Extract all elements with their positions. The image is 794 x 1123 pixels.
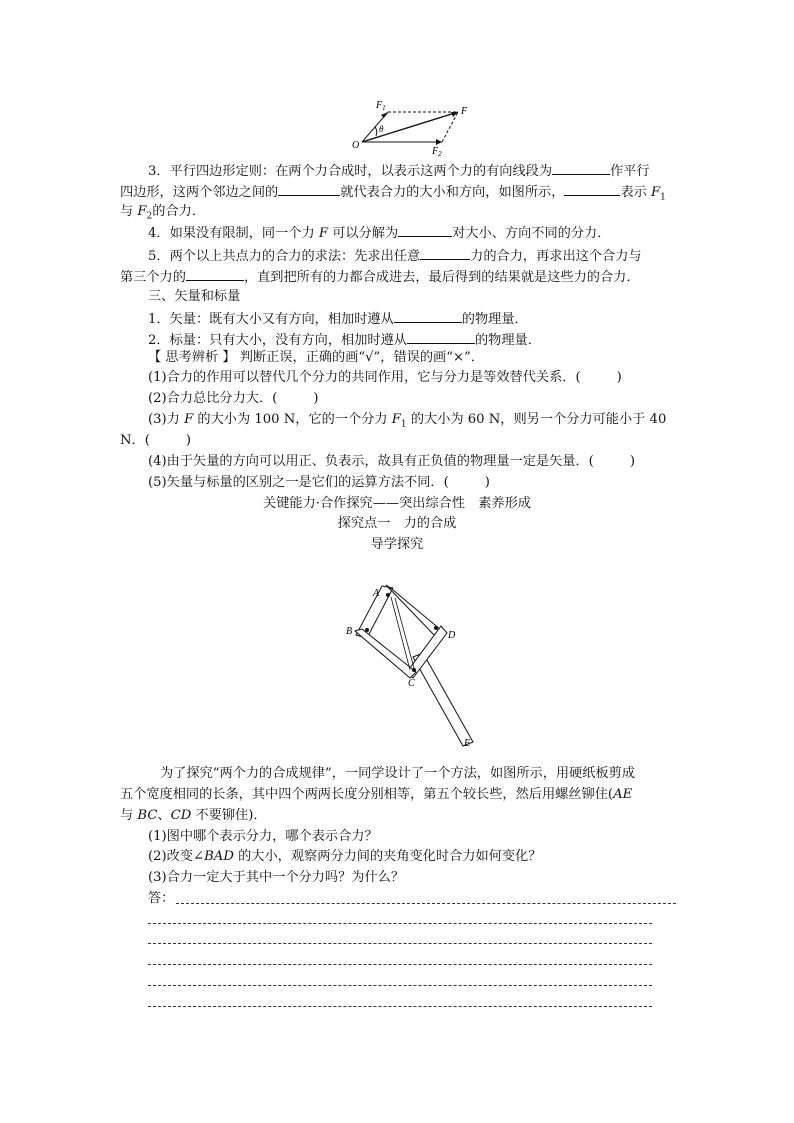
- paragraph-3-line2: 四边形，这两个邻边之间的 就代表合力的大小和方向，如图所示， 表示 $F_1$: [120, 182, 666, 207]
- paragraph-5-line1: 5．两个以上共点力的合力的求法：先求出任意 力的合力，再求出这个合力与: [148, 246, 642, 266]
- judgement-2: (2)合力总比分力大．( ): [148, 391, 319, 406]
- answer-line[interactable]: [148, 943, 652, 944]
- judgement-4: (4)由于矢量的方向可以用正、负表示，故具有正负值的物理量一定是矢量．( ): [148, 454, 635, 469]
- label-f: F: [461, 106, 468, 117]
- judgement-3-line2: N．( ): [120, 433, 192, 448]
- paragraph-5-line2: 第三个力的 ，直到把所有的力都合成进去，最后得到的结果就是这些力的合力．: [120, 267, 640, 287]
- strip-frame-figure: [340, 582, 480, 752]
- judgement-5: (5)矢量与标量的区别之一是它们的运算方法不同．( ): [148, 475, 490, 490]
- answer-line[interactable]: [148, 1006, 652, 1007]
- answer-line[interactable]: [148, 964, 652, 965]
- blank: [552, 161, 610, 175]
- blank: [564, 182, 620, 196]
- label-c: C: [408, 678, 415, 689]
- section-3-title: 三、矢量和标量: [148, 289, 241, 304]
- judgement-3-line1: (3)力 F 的大小为 100 N，它的一个分力 $F_1$ 的大小为 60 N，则另一个分力可能小于 40: [148, 412, 667, 430]
- label-b: B: [346, 626, 353, 637]
- strip-bc: [355, 629, 416, 678]
- intro-line2: 五个宽度相同的长条，其中四个两两长度分别相等，第五个较长些，然后用螺丝铆住(AE: [120, 787, 633, 802]
- think-heading: 【 思考辨析 】 判断正误，正确的画“√”，错误的画“×”．: [148, 350, 484, 365]
- parallelogram-diagonal-f: [362, 112, 458, 142]
- label-theta: θ: [379, 124, 384, 134]
- answer-label: 答：: [148, 891, 175, 906]
- blank: [398, 223, 452, 237]
- explore-point-heading: 探究点一 力的合成: [337, 516, 457, 531]
- paragraph-3-line1: 3．平行四边形定则：在两个力合成时，以表示这两个力的有向线段为 作平行: [148, 161, 650, 181]
- label-e: E: [464, 738, 471, 749]
- judgement-1: (1)合力的作用可以替代几个分力的共同作用，它与分力是等效替代关系．( ): [148, 370, 622, 385]
- section-heading: 关键能力·合作探究——突出综合性 素养形成: [263, 496, 531, 511]
- paragraph-3-line3: 与 $F_2$的合力．: [120, 204, 206, 222]
- blank: [407, 330, 475, 344]
- blank: [394, 309, 462, 323]
- strip-e: [413, 653, 473, 746]
- intro-line1: 为了探究“两个力的合成规律”，一同学设计了一个方法，如图所示，用硬纸板剪成: [160, 766, 636, 781]
- label-a: A: [373, 588, 380, 599]
- parallelogram-figure: [350, 96, 480, 160]
- answer-line[interactable]: [176, 903, 676, 904]
- blank: [186, 267, 244, 281]
- label-f1: $F_1$: [376, 100, 386, 112]
- guided-explore-heading: 导学探究: [370, 537, 424, 552]
- label-f2: $F_2$: [432, 146, 442, 158]
- scalar-definition: 2．标量：只有大小，没有方向，相加时遵从 的物理量．: [148, 330, 541, 350]
- intro-line3: 与 BC、CD 不要铆住)．: [120, 808, 267, 823]
- vector-definition: 1．矢量：既有大小又有方向，相加时遵从 的物理量．: [148, 309, 528, 329]
- question-3: (3)合力一定大于其中一个分力吗？为什么？: [148, 870, 405, 885]
- blank: [278, 182, 340, 196]
- label-o: O: [352, 140, 360, 151]
- answer-line[interactable]: [148, 923, 652, 924]
- paragraph-4: 4．如果没有限制，同一个力 F 可以分解为 对大小、方向不同的分力．: [148, 223, 610, 243]
- label-d: D: [448, 630, 456, 641]
- question-1: (1)图中哪个表示分力，哪个表示合力？: [148, 829, 378, 844]
- question-2: (2)改变∠BAD 的大小，观察两分力间的夹角变化时合力如何变化？: [148, 849, 542, 864]
- blank: [420, 246, 470, 260]
- answer-line[interactable]: [148, 985, 652, 986]
